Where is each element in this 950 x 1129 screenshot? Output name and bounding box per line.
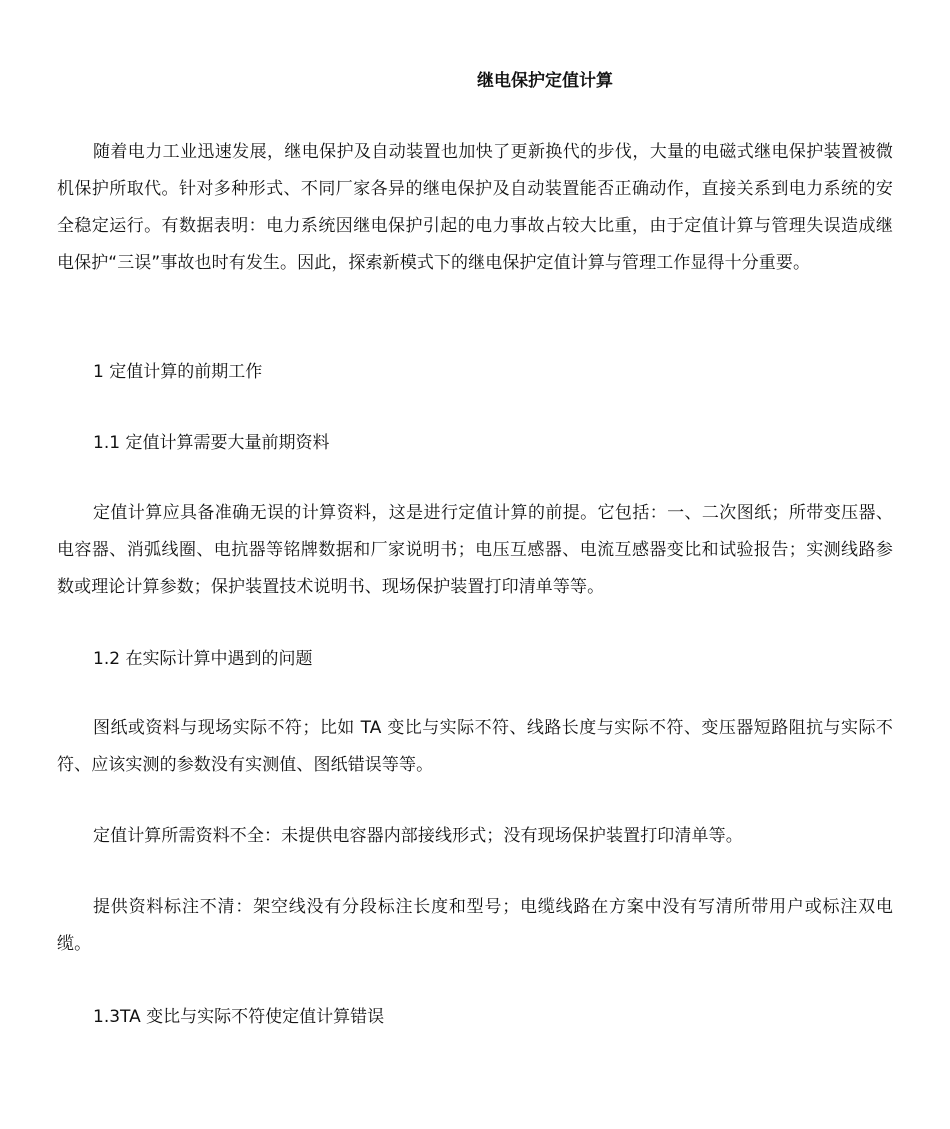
section-1-1-heading: 1.1 定值计算需要大量前期资料	[93, 433, 330, 453]
intro-paragraph: 随着电力工业迅速发展，继电保护及自动装置也加快了更新换代的步伐，大量的电磁式继电保护装置被微机保护所取代。针对多种形式、不同厂家各异的继电保护及自动装置能否正确动作，直接关系到电力系统的安全稳定运行。有数据表明：电力系统因继电保护引起的电力事故占较大比重，由于定值计算与管理失误造成继电保护“三误”事故也时有发生。因此，探索新模式下的继电保护定值计算与管理工作显得十分重要。	[57, 142, 893, 273]
section-1-heading: 1 定值计算的前期工作	[93, 362, 263, 382]
section-1-3-heading: 1.3TA 变比与实际不符使定值计算错误	[93, 1007, 385, 1027]
section-1-2-heading: 1.2 在实际计算中遇到的问题	[93, 649, 313, 669]
section-1-1-paragraph: 定值计算应具备准确无误的计算资料，这是进行定值计算的前提。它包括：一、二次图纸；所带变压器、电容器、消弧线圈、电抗器等铭牌数据和厂家说明书；电压互感器、电流互感器变比和试验报告；实测线路参数或理论计算参数；保护装置技术说明书、现场保护装置打印清单等等。	[57, 503, 893, 597]
document-title: 继电保护定值计算	[477, 71, 613, 91]
section-1-2-paragraph-1: 图纸或资料与现场实际不符；比如 TA 变比与实际不符、线路长度与实际不符、变压器短路阻抗与实际不符、应该实测的参数没有实测值、图纸错误等等。	[57, 718, 893, 775]
section-1-2-paragraph-3: 提供资料标注不清：架空线没有分段标注长度和型号；电缆线路在方案中没有写清所带用户或标注双电缆。	[57, 897, 893, 954]
section-1-2-paragraph-2: 定值计算所需资料不全：未提供电容器内部接线形式；没有现场保护装置打印清单等。	[93, 826, 743, 846]
